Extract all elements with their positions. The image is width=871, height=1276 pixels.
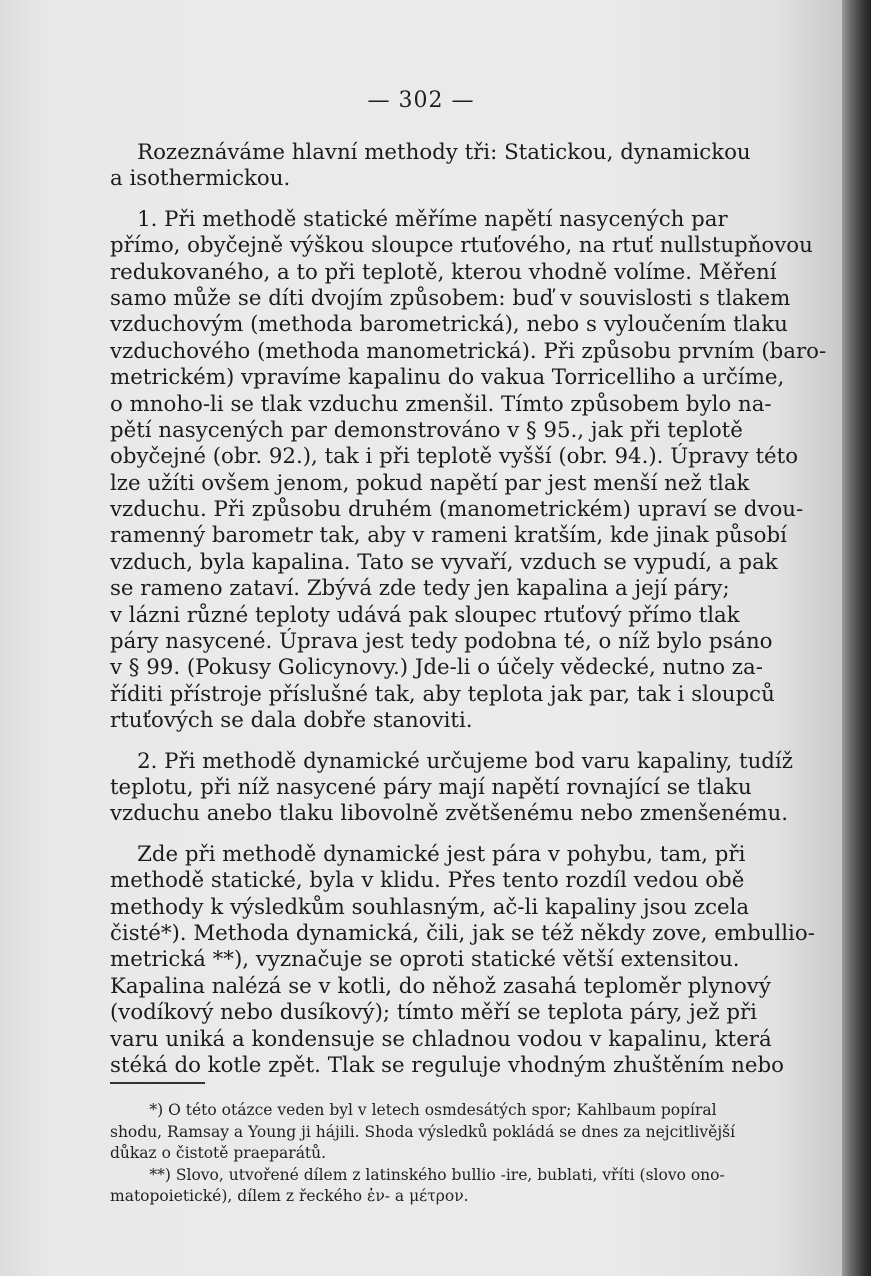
text-line: rtuťových se dala dobře stanoviti. — [110, 708, 473, 734]
text-line: samo může se díti dvojím způsobem: buď v souvislosti s tlakem — [110, 285, 791, 311]
text-line: varu uniká a kondensuje se chladnou vodou v kapalinu, která — [110, 1026, 772, 1052]
text-line: obyčejné (obr. 92.), tak i při teplotě vyšší (obr. 94.). Úpravy této — [110, 444, 799, 470]
text-line: stéká do kotle zpět. Tlak se reguluje vhodným zhuštěním nebo — [110, 1052, 784, 1078]
footnote-line: matopoietické), dílem z řeckého ἐν- a μέτρον. — [110, 1187, 469, 1205]
text-line: vzduchu anebo tlaku libovolně zvětšenému nebo zmenšenému. — [110, 801, 789, 827]
text-line: vzduchového (methoda manometrická). Při způsobu prvním (baro- — [110, 338, 827, 364]
text-line: redukovaného, a to při teplotě, kterou vhodně volíme. Měření — [110, 259, 777, 285]
text-line: Kapalina nalézá se v kotli, do něhož zasahá teploměr plynový — [110, 973, 771, 999]
text-line: metrická **), vyznačuje se oproti statické větší extensitou. — [110, 947, 740, 973]
text-line: 2. Při methodě dynamické určujeme bod varu kapaliny, tudíž — [110, 748, 793, 774]
text-line: lze užíti ovšem jenom, pokud napětí par jest menší než tlak — [110, 470, 750, 496]
text-line: ramenný barometr tak, aby v rameni kratším, kde jinak působí — [110, 523, 787, 549]
text-line: v lázni různé teploty udává pak sloupec rtuťový přímo tlak — [110, 602, 740, 628]
text-line: říditi přístroje příslušné tak, aby teplota jak par, tak i sloupců — [110, 681, 775, 707]
text-line: vzduch, byla kapalina. Tato se vyvaří, vzduch se vypudí, a pak — [110, 549, 778, 575]
text-line: přímo, obyčejně výškou sloupce rtuťového, na rtuť nullstupňovou — [110, 233, 813, 259]
text-line: 1. Při methodě statické měříme napětí nasycených par — [110, 206, 728, 232]
text-line: metrickém) vpravíme kapalinu do vakua Torricelliho a určíme, — [110, 365, 785, 391]
text-line: o mnoho-li se tlak vzduchu zmenšil. Tímto způsobem bylo na- — [110, 391, 772, 417]
footnotes — [110, 1100, 760, 1208]
text-line: pětí nasycených par demonstrováno v § 95., jak při teplotě — [110, 417, 743, 443]
text-line: v § 99. (Pokusy Golicynovy.) Jde-li o účely vědecké, nutno za- — [110, 655, 763, 681]
text-line: vzduchovým (methoda barometrická), nebo s vyloučením tlaku — [110, 312, 788, 338]
text-line: páry nasycené. Úprava jest tedy podobna té, o níž bylo psáno — [110, 629, 773, 655]
page-number: — 302 — — [367, 88, 475, 113]
text-line: a isothermickou. — [110, 166, 291, 192]
text-line: (vodíkový nebo dusíkový); tímto měří se teplota páry, jež při — [110, 1000, 757, 1026]
footnote-divider — [110, 1082, 205, 1084]
text-line: methody k výsledkům souhlasným, ač-li kapaliny jsou zcela — [110, 894, 750, 920]
text-line: Zde při methodě dynamické jest pára v pohybu, tam, při — [110, 841, 746, 867]
main-text — [110, 140, 827, 1079]
footnote-line: shodu, Ramsay a Young ji hájili. Shoda výsledků pokládá se dnes za nejcitlivější — [110, 1122, 736, 1141]
text-line: vzduchu. Při způsobu druhém (manometrickém) upraví se dvou- — [110, 497, 804, 523]
footnote-line: *) O této otázce veden byl v letech osmdesátých spor; Kahlbaum popíral — [110, 1101, 717, 1119]
book-page-edge — [842, 0, 871, 1276]
footnote-line: **) Slovo, utvořené dílem z latinského bullio -ire, bublati, vříti (slovo ono- — [110, 1165, 725, 1184]
text-line: teplotu, při níž nasycené páry mají napětí rovnající se tlaku — [110, 774, 752, 800]
text-line: se rameno zataví. Zbývá zde tedy jen kapalina a její páry; — [110, 576, 730, 602]
text-line: čisté*). Methoda dynamická, čili, jak se též někdy zove, embullio- — [110, 920, 815, 946]
text-line: Rozeznáváme hlavní methody tři: Statickou, dynamickou — [110, 140, 751, 165]
text-line: methodě statické, byla v klidu. Přes tento rozdíl vedou obě — [110, 868, 745, 894]
footnote-line: důkaz o čistotě praeparátů. — [110, 1144, 327, 1162]
